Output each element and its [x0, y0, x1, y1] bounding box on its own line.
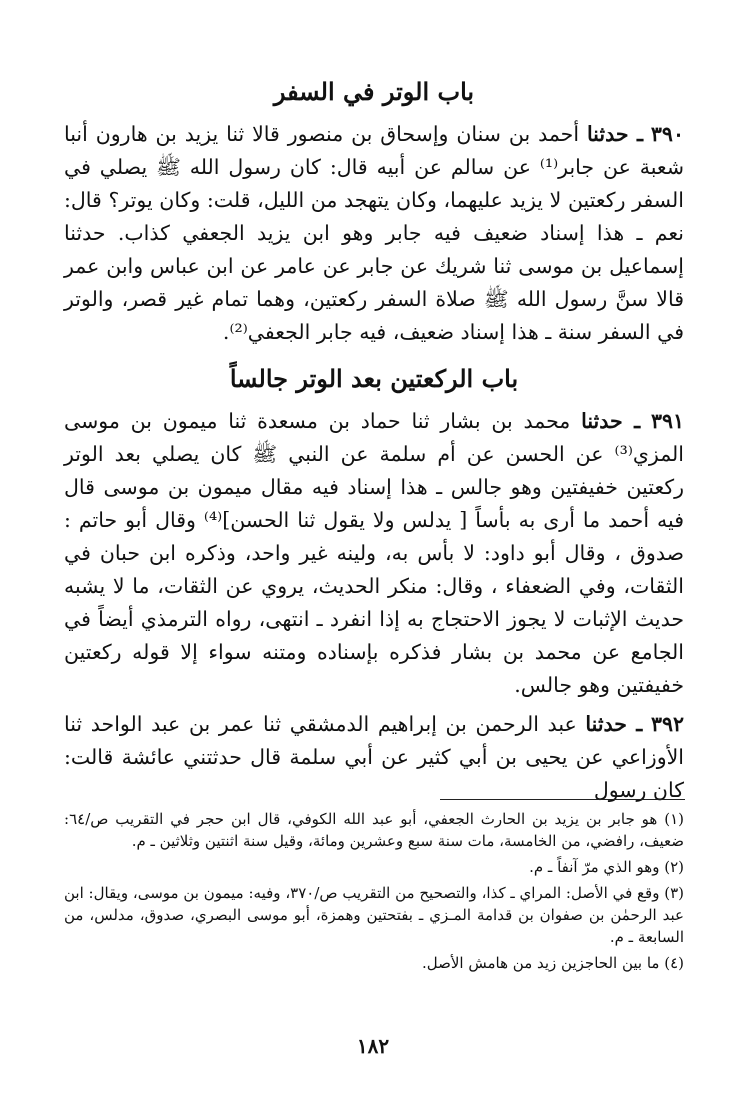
hadith-text: محمد بن بشار ثنا حماد بن مسعدة ثنا ميمون بن موسى المزي⁽³⁾ عن الحسن عن أم سلمة عن النبي ﷺ كان يصلي بعد الوتر ركعتين خفيفتين وهو جالس ـ هذا إسناد فيه مقال ميمون بن موسى قال فيه أحمد ما أرى به بأساً [ يدلس ولا يقول ثنا الحسن]⁽⁴⁾ وقال أبو حاتم : صدوق ، وقال أبو داود: لا بأس به، ولينه غير واحد، وذكره ابن حبان في الثقات، وفي الضعفاء ، وقال: منكر الحديث، يروي عن الثقات، ما لا يشبه حديث الإثبات لا يجوز الاحتجاج به إذا انفرد ـ انتهى، رواه الترمذي أيضاً في الجامع عن محمد بن بشار فذكره بإسناده ومتنه سواء إلا قوله ركعتين خفيفتين وهو جالس. [64, 409, 684, 697]
hadith-keyword: ـ حدثنا [581, 409, 641, 433]
hadith-text: عبد الرحمن بن إبراهيم الدمشقي ثنا عمر بن عبد الواحد ثنا الأوزاعي عن يحيى بن أبي كثير عن أبي سلمة قال حدثتني عائشة قالت: كان رسول [64, 712, 684, 802]
footnote-2: (٢) وهو الذي مرّ آنفاً ـ م. [529, 858, 684, 876]
hadith-number: ٣٩٢ [650, 712, 684, 736]
hadith-number: ٣٩٠ [650, 122, 684, 146]
chapter-heading-two-rakahs: باب الركعتين بعد الوتر جالساً [229, 364, 519, 393]
hadith-392 [64, 708, 684, 807]
hadith-391 [64, 405, 684, 702]
hadith-keyword: ـ حدثنا [585, 712, 643, 736]
footnote-1: (١) هو جابر بن يزيد بن الحارث الجعفي، أبو عبد الله الكوفي، قال ابن حجر في التقريب ص/٦٤: ضعيف، رافضي، من الخامسة، مات سنة سبع وعشرين ومائة، وقيل سنة اثنتين وثلاثين ـ م. [64, 810, 684, 850]
chapter-heading-witr-travel: باب الوتر في السفر [273, 77, 475, 106]
page-number: ١٨٢ [356, 1034, 390, 1058]
hadith-number: ٣٩١ [650, 409, 684, 433]
footnote-4: (٤) ما بين الحاجزين زيد من هامش الأصل. [422, 954, 684, 972]
footnote-3: (٣) وقع في الأصل: المراي ـ كذا، والتصحيح من التقريب ص/٣٧٠، وفيه: ميمون بن موسى، ويقال: ابن عبد الرحمٰن بن صفوان بن قدامة المـزي ـ بفتحتين وهمزة، أبو موسى البصري، صدوق، مدلس، من السابعة ـ م. [64, 884, 685, 946]
footnotes [64, 808, 684, 978]
hadith-text: أحمد بن سنان وإسحاق بن منصور قالا ثنا يزيد بن هارون أنبا شعبة عن جابر⁽¹⁾ عن سالم عن أبيه قال: كان رسول الله ﷺ يصلي في السفر ركعتين لا يزيد عليهما، وكان يتهجد من الليل، قلت: وكان يوتر؟ قال: نعم ـ هذا إسناد ضعيف فيه جابر وهو ابن يزيد الجعفي كذاب. حدثنا إسماعيل بن موسى ثنا شريك عن جابر عن عامر عن ابن عباس وابن عمر قالا سنَّ رسول الله ﷺ صلاة السفر ركعتين، وهما تمام غير قصر، والوتر في السفر سنة ـ هذا إسناد ضعيف، فيه جابر الجعفي⁽²⁾. [64, 122, 684, 344]
footnote-divider [440, 799, 685, 800]
hadith-390 [64, 118, 684, 349]
hadith-keyword: ـ حدثنا [586, 122, 644, 146]
page-body [64, 62, 684, 807]
